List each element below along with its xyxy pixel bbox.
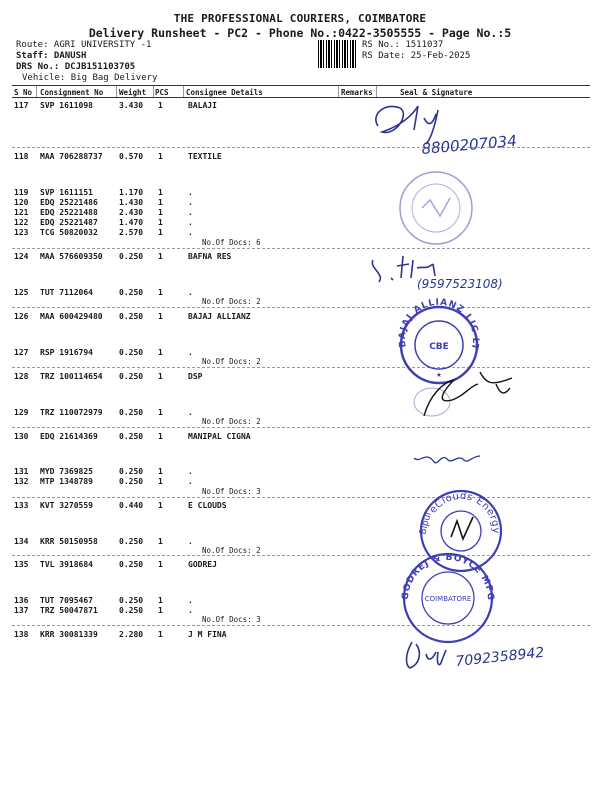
col-sep xyxy=(116,86,117,97)
col-seal: Seal & Signature xyxy=(400,88,473,97)
row-pcs: 1 xyxy=(158,501,163,510)
row-consignment: MYD 7369825 xyxy=(40,467,93,476)
docs-count: No.Of Docs: 2 xyxy=(202,297,261,306)
row-pcs: 1 xyxy=(158,630,163,639)
row-consignment: TCG 50820032 xyxy=(40,228,98,237)
row-consignment: EDQ 21614369 xyxy=(40,432,98,441)
row-consignee: . xyxy=(188,537,193,546)
barcode xyxy=(318,40,358,68)
row-consignment: TRZ 110072979 xyxy=(40,408,103,417)
docs-count: No.Of Docs: 2 xyxy=(202,417,261,426)
col-sep xyxy=(183,86,184,97)
row-consignment: KRR 50150958 xyxy=(40,537,98,546)
row-pcs: 1 xyxy=(158,560,163,569)
row-consignment: EDQ 25221487 xyxy=(40,218,98,227)
row-pcs: 1 xyxy=(158,252,163,261)
row-pcs: 1 xyxy=(158,312,163,321)
row-weight: 3.430 xyxy=(119,101,144,110)
row-pcs: 1 xyxy=(158,408,163,417)
svg-text:8800207034: 8800207034 xyxy=(420,131,518,158)
signature-138 xyxy=(396,632,576,682)
staff: Staff: DANUSH xyxy=(16,51,87,61)
row-consignee: MANIPAL CIGNA xyxy=(188,432,251,441)
svg-text:★: ★ xyxy=(436,370,442,380)
row-pcs: 1 xyxy=(158,477,163,486)
col-pcs: PCS xyxy=(155,88,169,97)
row-consignment: EDQ 25221486 xyxy=(40,198,98,207)
row-pcs: 1 xyxy=(158,228,163,237)
row-pcs: 1 xyxy=(158,348,163,357)
row-consignee: . xyxy=(188,228,193,237)
row-weight: 0.250 xyxy=(119,467,144,476)
row-weight: 2.570 xyxy=(119,228,144,237)
faint-stamp-icon xyxy=(392,168,482,250)
row-weight: 0.250 xyxy=(119,606,144,615)
row-sno: 122 xyxy=(14,218,29,227)
row-pcs: 1 xyxy=(158,218,163,227)
signature-124 xyxy=(365,248,535,298)
row-consignee: . xyxy=(188,596,193,605)
row-sno: 132 xyxy=(14,477,29,486)
row-consignee: . xyxy=(188,606,193,615)
svg-text:Bipul: Bipul xyxy=(418,511,434,536)
row-pcs: 1 xyxy=(158,467,163,476)
row-weight: 0.250 xyxy=(119,596,144,605)
runsheet-title: Delivery Runsheet - PC2 - Phone No.:0422-3505555 - Page No.:5 xyxy=(88,26,512,40)
col-sep xyxy=(338,86,339,97)
row-sno: 135 xyxy=(14,560,29,569)
row-consignment: MAA 600429480 xyxy=(40,312,103,321)
row-consignment: TRZ 50047871 xyxy=(40,606,98,615)
row-consignee: . xyxy=(188,188,193,197)
row-pcs: 1 xyxy=(158,188,163,197)
row-sno: 125 xyxy=(14,288,29,297)
row-consignment: TUT 7095467 xyxy=(40,596,93,605)
row-sno: 130 xyxy=(14,432,29,441)
row-weight: 0.440 xyxy=(119,501,144,510)
row-consignment: RSP 1916794 xyxy=(40,348,93,357)
row-consignment: EDQ 25221488 xyxy=(40,208,98,217)
row-weight: 0.250 xyxy=(119,348,144,357)
row-consignment: KRR 30081339 xyxy=(40,630,98,639)
row-consignment: TVL 3918684 xyxy=(40,560,93,569)
row-weight: 2.280 xyxy=(119,630,144,639)
svg-text:COIMBATORE: COIMBATORE xyxy=(424,595,472,603)
godrej-stamp-icon xyxy=(393,545,500,644)
row-consignee: E CLOUDS xyxy=(188,501,227,510)
row-pcs: 1 xyxy=(158,606,163,615)
row-sno: 136 xyxy=(14,596,29,605)
docs-count: No.Of Docs: 2 xyxy=(202,546,261,555)
row-sno: 121 xyxy=(14,208,29,217)
row-sno: 117 xyxy=(14,101,29,110)
row-consignment: SVP 1611151 xyxy=(40,188,93,197)
row-weight: 0.250 xyxy=(119,537,144,546)
svg-text:GODREJ & BOYCE MFG. CO. LTD: GODREJ & BOYCE MFG. CO. LTD xyxy=(393,545,496,602)
row-sno: 120 xyxy=(14,198,29,207)
group-rule xyxy=(12,427,590,428)
docs-count: No.Of Docs: 3 xyxy=(202,615,261,624)
row-consignee: BAJAJ ALLIANZ xyxy=(188,312,251,321)
row-consignee: . xyxy=(188,208,193,217)
row-consignee: J M FINA xyxy=(188,630,227,639)
row-consignee: . xyxy=(188,408,193,417)
docs-count: No.Of Docs: 2 xyxy=(202,357,261,366)
row-sno: 128 xyxy=(14,372,29,381)
row-sno: 137 xyxy=(14,606,29,615)
svg-text:7092358942: 7092358942 xyxy=(454,644,546,670)
docs-count: No.Of Docs: 6 xyxy=(202,238,261,247)
row-pcs: 1 xyxy=(158,537,163,546)
route: Route: AGRI UNIVERSITY -1 xyxy=(16,40,152,50)
row-weight: 0.250 xyxy=(119,477,144,486)
col-consignment: Consignment No xyxy=(40,88,104,97)
row-sno: 138 xyxy=(14,630,29,639)
row-weight: 1.470 xyxy=(119,218,144,227)
row-sno: 124 xyxy=(14,252,29,261)
svg-text:CBE: CBE xyxy=(429,342,449,352)
signature-130 xyxy=(408,444,508,474)
row-pcs: 1 xyxy=(158,432,163,441)
table-top-rule xyxy=(12,85,590,86)
row-pcs: 1 xyxy=(158,152,163,161)
row-pcs: 1 xyxy=(158,372,163,381)
row-sno: 123 xyxy=(14,228,29,237)
row-weight: 0.250 xyxy=(119,372,144,381)
row-sno: 134 xyxy=(14,537,29,546)
row-weight: 0.250 xyxy=(119,560,144,569)
row-weight: 0.250 xyxy=(119,432,144,441)
row-sno: 131 xyxy=(14,467,29,476)
svg-text:BAJAJ ALLIANZ LIC LTD: BAJAJ ALLIANZ LIC LTD xyxy=(391,296,481,352)
row-consignment: TRZ 100114654 xyxy=(40,372,103,381)
row-consignee: TEXTILE xyxy=(188,152,222,161)
docs-count: No.Of Docs: 3 xyxy=(202,487,261,496)
row-consignment: MAA 706288737 xyxy=(40,152,103,161)
row-sno: 126 xyxy=(14,312,29,321)
col-sno: S No xyxy=(14,88,33,97)
group-rule xyxy=(12,625,590,626)
row-weight: 0.250 xyxy=(119,288,144,297)
row-consignee: DSP xyxy=(188,372,203,381)
row-consignee: . xyxy=(188,288,193,297)
row-pcs: 1 xyxy=(158,208,163,217)
drs-number: DRS No.: DCJB151103705 xyxy=(16,62,136,72)
row-consignee: . xyxy=(188,348,193,357)
col-sep xyxy=(153,86,154,97)
svg-text:eClouds Energy LLP: eClouds Energy LLP xyxy=(411,477,502,534)
row-weight: 1.430 xyxy=(119,198,144,207)
col-weight: Weight xyxy=(119,88,147,97)
row-consignment: MTP 1348789 xyxy=(40,477,93,486)
row-pcs: 1 xyxy=(158,101,163,110)
vehicle: Vehicle: Big Bag Delivery xyxy=(22,73,158,83)
row-weight: 0.570 xyxy=(119,152,144,161)
row-sno: 129 xyxy=(14,408,29,417)
row-consignee: . xyxy=(188,218,193,227)
row-pcs: 1 xyxy=(158,198,163,207)
row-consignment: SVP 1611098 xyxy=(40,101,93,110)
row-sno: 127 xyxy=(14,348,29,357)
row-weight: 2.430 xyxy=(119,208,144,217)
col-remarks: Remarks xyxy=(341,88,373,97)
svg-text:(9597523108): (9597523108) xyxy=(417,277,503,291)
row-sno: 133 xyxy=(14,501,29,510)
row-consignee: BALAJI xyxy=(188,101,217,110)
col-consignee: Consignee Details xyxy=(186,88,263,97)
row-sno: 119 xyxy=(14,188,29,197)
row-consignment: MAA 576609350 xyxy=(40,252,103,261)
row-weight: 0.250 xyxy=(119,252,144,261)
group-rule xyxy=(12,307,590,308)
row-consignee: BAFNA RES xyxy=(188,252,232,261)
signature-117 xyxy=(360,96,540,156)
row-consignment: KVT 3270559 xyxy=(40,501,93,510)
company-name: THE PROFESSIONAL COURIERS, COIMBATORE xyxy=(173,12,427,25)
row-weight: 1.170 xyxy=(119,188,144,197)
row-pcs: 1 xyxy=(158,596,163,605)
row-weight: 0.250 xyxy=(119,408,144,417)
row-consignment: TUT 7112064 xyxy=(40,288,93,297)
row-weight: 0.250 xyxy=(119,312,144,321)
row-consignee: . xyxy=(188,198,193,207)
row-consignee: . xyxy=(188,467,193,476)
rs-date: RS Date: 25-Feb-2025 xyxy=(362,51,471,61)
rs-number: RS No.: 1511037 xyxy=(362,40,444,50)
row-sno: 118 xyxy=(14,152,29,161)
row-pcs: 1 xyxy=(158,288,163,297)
row-consignee: GODREJ xyxy=(188,560,217,569)
signature-128 xyxy=(400,364,540,426)
row-consignee: . xyxy=(188,477,193,486)
col-sep xyxy=(36,86,37,97)
